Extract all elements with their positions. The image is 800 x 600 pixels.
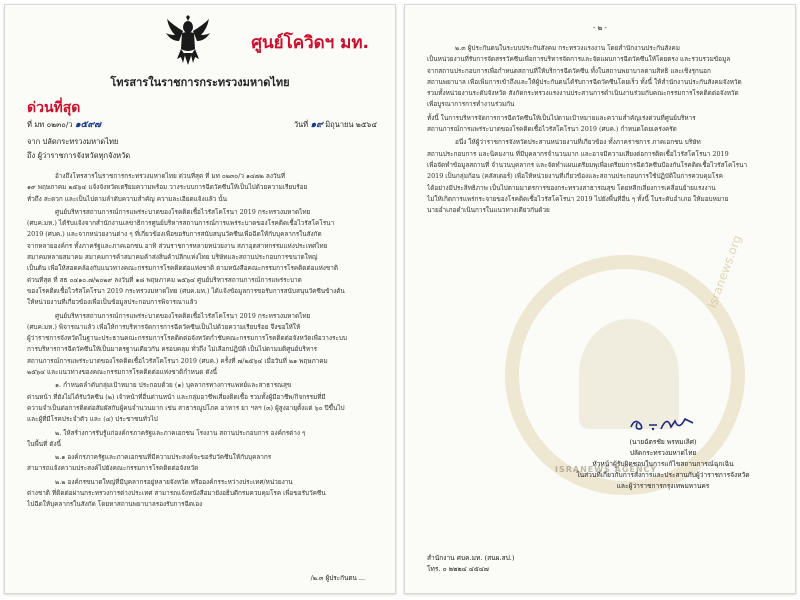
text-line: ความจำเป็นต่อการติดต่อสัมผัสกับผู้คนจำนวนมาก เช่น สาธารณูปโภค อาหาร ยา ฯลฯ (๓) ผู้สูงอายุตั้งแต่ ๖๐ ปีขึ้นไป [27, 403, 345, 412]
text-line: อ้างถึงโทรสารในราชการกระทรวงมหาดไทย ด่วนที่สุด ที่ มท ๐๒๓๐/ว ๑๔๗๒ ลงวันที่ [55, 172, 286, 180]
date-month-year: มิถุนายน ๒๕๖๔ [325, 120, 377, 129]
paragraph [27, 207, 377, 309]
paragraph [427, 43, 777, 111]
urgency-label: ด่วนที่สุด [27, 100, 81, 116]
text-line: ๑. กำหนดลำดับกลุ่มเป้าหมาย ประกอบด้วย (๑) บุคลากรทางการแพทย์และสาธารณสุข [55, 381, 292, 390]
text-line: จากหลายองค์กร ทั้งภาครัฐและภาคเอกชน อาทิ ส่วนราชการหลายหน่วยงาน สภาอุตสาหกรรมแห่งประเทศไทย [27, 241, 328, 250]
paragraph [27, 452, 377, 475]
text-line: 2019 (ศบค.) และจากหน่วยงานต่าง ๆ ที่เกี่ยวข้องเพื่อขอรับการสนับสนุนวัคซีนเพื่อฉีดให้กับบุคลากรในสังกัด [27, 230, 322, 239]
text-line: (ศบค.มท.) พิจารณาแล้ว เพื่อให้การบริหารจัดการการฉีดวัคซีนเป็นไปด้วยความเรียบร้อย จึงขอให้ให้ [27, 322, 301, 331]
text-line: ผู้ว่าราชการจังหวัดในฐานะประธานคณะกรรมการโรคติดต่อจังหวัดกำชับคณะกรรมการโรคติดต่อจังหวัดเพื่อวางระบบ [27, 334, 347, 343]
date-day-handwritten: ๑๙ [310, 120, 323, 130]
text-line: ๒.๓ ผู้ประกันตนในระบบประกันสังคม กระทรวงแรงงาน โดยสำนักงานประกันสังคม [455, 44, 680, 52]
reference-number-handwritten: ๑๕๙๗ [74, 120, 101, 130]
signature-mark [553, 409, 773, 437]
text-line: ทั้งนี้ ในการบริหารจัดการการฉีดวัคซีนให้เป็นไปตามเป้าหมายและความสำคัญเร่งด่วนที่ศูนย์บริหาร [427, 113, 696, 122]
signer-role-line-1: หัวหน้าผู้รับผิดชอบในการแก้ไขสถานการณ์ฉุกเฉิน [592, 460, 734, 468]
footer-phone: โทร. ๐ ๒๒๒๔ ๔๕๔๗ [427, 565, 489, 573]
text-line: ของโรคติดเชื้อไวรัสโคโรนา 2019 กระทรวงมหาดไทย (ศบค.มท.) ได้แจ้งข้อมูลการขอรับการสนับสนุนวัคซีนข้างต้น [27, 286, 345, 295]
text-line: ๑๙ พฤษภาคม ๒๕๖๔ แจ้งจังหวัดเตรียมความพร้อม วางระบบการฉีดวัคซีนให้เป็นไปด้วยความเรียบร้อย [27, 183, 308, 192]
document-page-2 [404, 4, 796, 594]
text-line: ไม่ให้เกิดการแพร่กระจายของโรคติดเชื้อไวรัสโคโรนา 2019 ไปยังพื้นที่อื่น ๆ ทั้งนี้ ในระดับอำเภอ ให้มอบหมาย [427, 194, 729, 203]
paragraph [427, 113, 777, 136]
text-line: ศูนย์บริหารสถานการณ์การแพร่ระบาดของโรคติดเชื้อไวรัสโคโรนา 2019 กระทรวงมหาดไทย [55, 207, 311, 216]
text-line: ศูนย์บริหารสถานการณ์การแพร่ระบาดของโรคติดเชื้อไวรัสโคโรนา 2019 กระทรวงมหาดไทย [55, 311, 311, 320]
text-line: จากสถานประกอบการเพื่อกำหนดสถานที่ให้บริการฉีดวัคซีน ทั้งในสถานพยาบาลตามสิทธิ และเชิงรุกนอก [427, 66, 711, 75]
text-line: เพื่อบูรณาการการทำงานร่วมกัน [427, 100, 515, 109]
text-line: 2019 เป็นกลุ่มก้อน (คลัสเตอร์) เพื่อให้หน่วยงานที่เกี่ยวข้องและสถานประกอบการใช้ปฏิบัติในการควบคุมโรค [427, 172, 723, 181]
signer-title: ปลัดกระทรวงมหาดไทย [629, 449, 697, 457]
document-page-1 [4, 4, 396, 594]
text-line: นายอำเภอดำเนินการในแนวทางเดียวกันด้วย [427, 206, 550, 215]
text-line: ๒๕๖๔ และแนวทางของคณะกรรมการโรคติดต่อแห่งชาติกำหนด ดังนี้ [27, 368, 218, 377]
reference-number-printed: ที่ มท ๐๒๓๐/ว [27, 120, 73, 129]
text-line: ในพื้นที่ ดังนี้ [27, 439, 61, 448]
text-line: และผู้ที่มีโรคประจำตัว และ (๔) ประชาชนทั่วไป [27, 415, 158, 424]
footer-contact [427, 553, 514, 575]
text-line: สถานพยาบาล เพื่อเพิ่มการเข้าถึงและให้ผู้ประกันตนได้รับการฉีดวัคซีนโดยเร็ว ทั้งนี้ ให้สำนักงานประกันสังคมจังหวัด [427, 77, 742, 86]
paragraph [27, 380, 377, 425]
from-line: จาก ปลัดกระทรวงมหาดไทย [27, 137, 119, 146]
to-line: ถึง ผู้ว่าราชการจังหวัดทุกจังหวัด [27, 151, 131, 160]
text-line: สมาคมหลายสมาคม สมาคมการค้าสมาคมค้าส่งสินค้าปลีกแห่งไทย บริษัทและสถานประกอบการขนาดใหญ่ [27, 253, 318, 262]
text-line: ต่างชาติ ที่ติดต่อผ่านกระทรวงการต่างประเทศ สามารถแจ้งหนังสือมายังอธิบดีกรมควบคุมโรค เพื่อขอรับวัคซีน [27, 489, 326, 498]
text-line: สถานการณ์การแพร่ระบาดของโรคติดเชื้อไวรัสโคโรนา 2019 (ศบค.) ครั้งที่ ๗/๒๕๖๔ เมื่อวันที่ ๒๑ พฤษภาคม [27, 356, 328, 365]
signer-name: (นายฉัตรชัย พรหมเลิศ) [629, 438, 697, 446]
paragraph [427, 137, 777, 216]
text-line: ๒.๒ องค์กรขนาดใหญ่ที่มีบุคลากรอยู่หลายจังหวัด หรือองค์กรระหว่างประเทศ/หน่วยงาน [55, 477, 293, 486]
page-number: - ๒ - [593, 24, 607, 32]
text-line: เป็นหน่วยงานที่รับการจัดสรรวัคซีนเพื่อการบริหารจัดการและจัดแผนการฉีดวัคซีนให้โดยตรง และรวบรวมข้อมูล [427, 55, 731, 64]
text-line: ได้อย่างมีประสิทธิภาพ เป็นไปตามมาตรการของกระทรวงสาธารณสุข โดยหลีกเลี่ยงการเคลื่อนย้ายแรงงาน [427, 183, 716, 192]
text-line: ไปฉีดให้บุคลากรในสังกัด โดยหาสถานพยาบาลรองรับการฉีดเอง [27, 500, 203, 509]
document-type-heading: โทรสารในราชการกระทรวงมหาดไทย [110, 76, 290, 89]
text-line: ๒. ให้สร้างการรับรู้แก่องค์กรภาครัฐและภาคเอกชน โรงงาน สถานประกอบการ องค์กรต่าง ๆ [55, 428, 306, 437]
paragraph [27, 311, 377, 379]
text-line: เป็นต้น เพื่อให้สอดคล้องกับแนวทางคณะกรรมการโรคติดต่อแห่งชาติ ตามหนังสือคณะกรรมการโรคติดต่อแห่งชาติ [27, 264, 338, 273]
signer-role-line-3: และผู้ว่าราชการกรุงเทพมหานคร [616, 482, 710, 490]
footer-office: สำนักงาน ศบค.มท. (สนผ.สป.) [427, 554, 515, 562]
text-line: สามารถแจ้งความประสงค์ไปยังคณะกรรมการโรคติดต่อจังหวัด [27, 464, 199, 473]
signer-role-line-2: ในส่วนที่เกี่ยวกับการสั่งการและประสานกับผู้ว่าราชการจังหวัด [576, 471, 750, 479]
text-line: สถานการณ์การแพร่ระบาดของโรคติดเชื้อไวรัสโคโรนา 2019 (ศบค.) กำหนดโดยเคร่งครัด [427, 125, 677, 134]
text-line: รวมทั้งหน่วยงานระดับจังหวัด สังกัดกระทรวงแรงงานประสานการดำเนินงานร่วมกับคณะกรรมการโรคติดต่อจังหวัด [427, 89, 739, 98]
text-line: การบริหารการฉีดวัคซีนให้เป็นมาตรฐานเดียวกัน ครอบคลุม ทั่วถึง ไม่เลือกปฏิบัติ เป็นไปตามมติศูนย์บริหาร [27, 345, 318, 354]
text-line: ทั่วถึง สะดวก และเป็นไปตามลำดับความสำคัญ ความละเอียดแจ้งแล้ว นั้น [27, 194, 228, 203]
text-line: สถานประกอบการ และนิคมงาน ที่มีบุคลากรจำนวนมาก และอาจมีความเสี่ยงต่อการติดเชื้อไวรัสโคโรนา 2019 [427, 149, 729, 158]
text-line: ๒.๑ องค์กรภาครัฐและภาคเอกชนที่มีความประสงค์จะขอรับวัคซีนให้กับบุคลากร [55, 453, 272, 462]
reference-row [27, 117, 377, 131]
garuda-emblem-icon [165, 15, 211, 67]
paragraph [27, 171, 377, 205]
text-line: ด่านหน้า ที่ยังไม่ได้รับวัคซีน (๒) เจ้าหน้าที่อื่นด่านหน้า และกลุ่มอาชีพเสี่ยงติดเชื้อ รวมทั้งผู้มีอาชีพ/กิจกรรมที่มี [27, 392, 326, 401]
text-line: เพื่อจัดทำข้อมูลสถานที่ จำนวนบุคลากร และจัดทำแผนเตรียมพุเพื่อเตรียมการฉีดวัคซีนป้องกันโรคติดเชื้อไวรัสโคโรนา [427, 160, 748, 169]
paragraph [27, 477, 377, 511]
watermark-label: ISRANEWS AGENCY [555, 465, 658, 474]
text-line: ด่วนที่สุด ที่ สธ ๐๔๑๐.๗/๒๐๒๙ ลงวันที่ ๑๘ พฤษภาคม ๒๕๖๔ ศูนย์บริหารสถานการณ์การแพร่ระบาด [27, 275, 302, 284]
from-to-block [27, 135, 130, 163]
center-title: ศูนย์โควิดฯ มท. [251, 33, 369, 53]
page1-body [27, 171, 377, 513]
reference-number [27, 117, 101, 131]
handwritten-signature-icon [623, 411, 703, 437]
document-date [294, 117, 377, 131]
text-line: ให้หน่วยงานที่เกี่ยวข้องเพื่อเป็นข้อมูลประกอบการพิจารณาแล้ว [27, 298, 198, 307]
page2-body [427, 43, 777, 218]
text-line: (ศบค.มท.) ได้รับแจ้งจากสำนักงานเลขาธิการศูนย์บริหารสถานการณ์การแพร่ระบาดของโรคติดเชื้อไวรัสโคโรนา [27, 219, 335, 228]
text-line: อนึ่ง ให้ผู้ว่าราชการจังหวัดประสานหน่วยงานที่เกี่ยวข้อง ทั้งภาคราชการ ภาคเอกชน บริษัท [455, 138, 701, 147]
date-prefix: วันที่ [293, 120, 309, 129]
paragraph [27, 428, 377, 451]
continuation-marker: /๒.๓ ผู้ประกันตน ... [310, 574, 365, 582]
signature-block [553, 409, 773, 492]
watermark-url: isranews.org [705, 233, 745, 310]
